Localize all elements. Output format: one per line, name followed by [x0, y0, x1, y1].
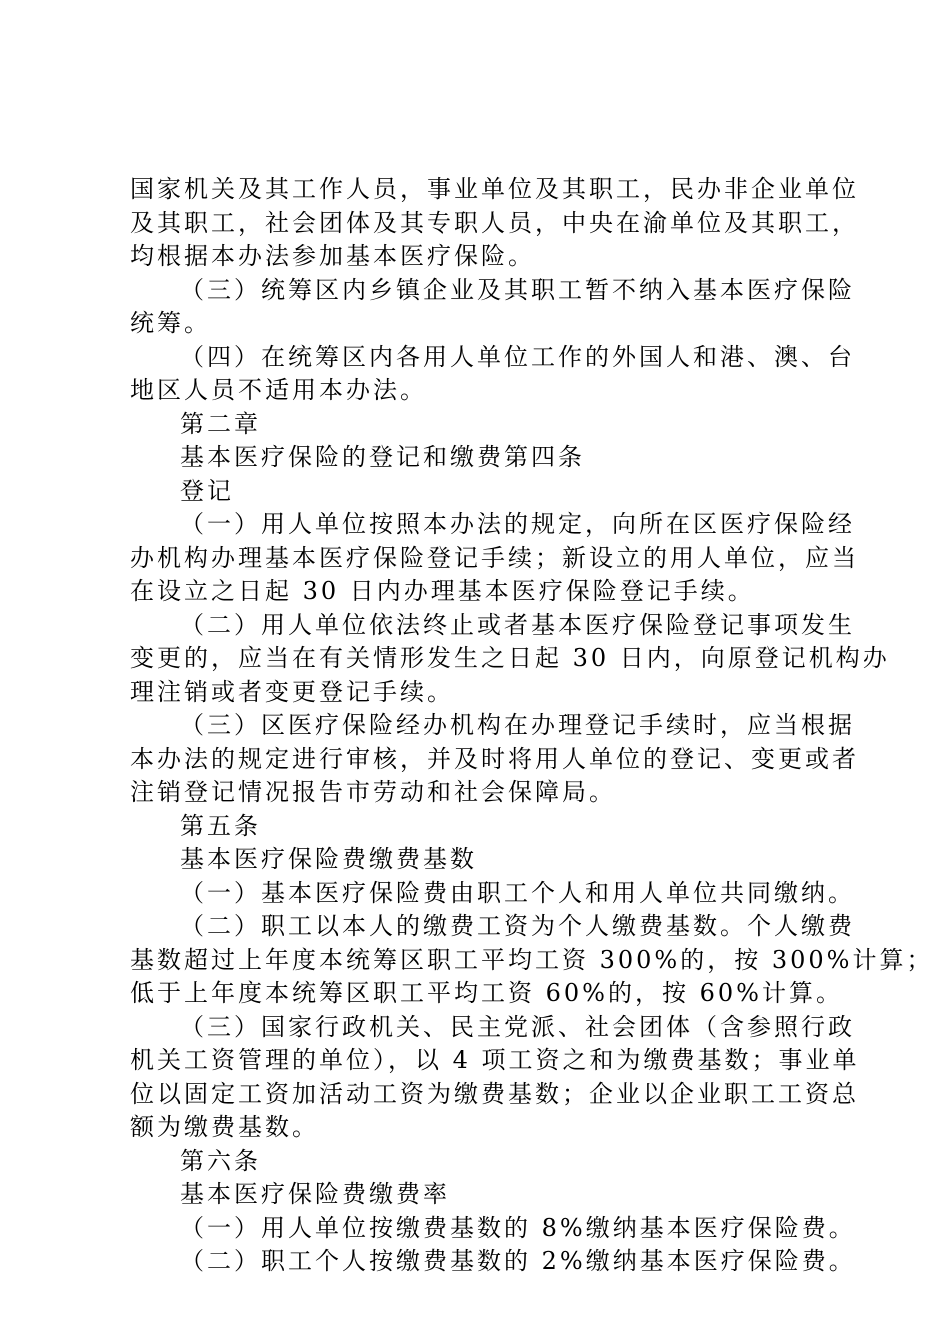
paragraph-line: 注销登记情况报告市劳动和社会保障局。 — [130, 778, 616, 806]
paragraph-line: 国家机关及其工作人员，事业单位及其职工，民办非企业单位 — [130, 175, 859, 203]
paragraph-line: （三）区医疗保险经办机构在办理登记手续时，应当根据 — [180, 711, 855, 739]
paragraph-line: （三）国家行政机关、民主党派、社会团体（含参照行政 — [180, 1012, 855, 1041]
paragraph-line: 本办法的规定进行审核，并及时将用人单位的登记、变更或者 — [130, 744, 859, 773]
paragraph-line: 位以固定工资加活动工资为缴费基数；企业以企业职工工资总 — [130, 1079, 859, 1108]
paragraph-line: 统筹。 — [130, 309, 211, 337]
paragraph-line: 及其职工，社会团体及其专职人员，中央在渝单位及其职工， — [130, 208, 859, 237]
section-heading: 基本医疗保险费缴费率 — [180, 1180, 450, 1208]
section-heading: 基本医疗保险费缴费基数 — [180, 845, 477, 873]
paragraph-line: 机关工资管理的单位），以 4 项工资之和为缴费基数；事业单 — [130, 1046, 860, 1074]
paragraph-line: （二）职工以本人的缴费工资为个人缴费基数。个人缴费 — [180, 912, 855, 940]
paragraph-line: 额为缴费基数。 — [130, 1113, 319, 1141]
paragraph-line: 基数超过上年度本统筹区职工平均工资 300%的，按 300%计算； — [130, 945, 934, 974]
paragraph-line: 均根据本办法参加基本医疗保险。 — [130, 242, 535, 270]
paragraph-line: （三）统筹区内乡镇企业及其职工暂不纳入基本医疗保险 — [180, 275, 855, 304]
paragraph-line: 理注销或者变更登记手续。 — [130, 677, 454, 706]
paragraph-line: 地区人员不适用本办法。 — [130, 376, 427, 404]
paragraph-line: 在设立之日起 30 日内办理基本医疗保险登记手续。 — [130, 577, 755, 605]
paragraph-line: （一）基本医疗保险费由职工个人和用人单位共同缴纳。 — [180, 878, 855, 907]
paragraph-line: 低于上年度本统筹区职工平均工资 60%的，按 60%计算。 — [130, 979, 843, 1007]
paragraph-line: （一）用人单位按缴费基数的 8%缴纳基本医疗保险费。 — [180, 1213, 856, 1242]
paragraph-line: 变更的，应当在有关情形发生之日起 30 日内，向原登记机构办 — [130, 644, 890, 672]
paragraph-line: （二）职工个人按缴费基数的 2%缴纳基本医疗保险费。 — [180, 1247, 856, 1275]
paragraph-line: （一）用人单位按照本办法的规定，向所在区医疗保险经 — [180, 510, 855, 538]
article-heading: 第五条 — [180, 811, 261, 840]
document-body — [130, 173, 934, 1279]
article-heading: 第六条 — [180, 1146, 261, 1175]
paragraph-line: 办机构办理基本医疗保险登记手续；新设立的用人单位，应当 — [130, 543, 859, 572]
paragraph-line: （四）在统筹区内各用人单位工作的外国人和港、澳、台 — [180, 342, 855, 371]
section-heading: 登记 — [180, 476, 234, 505]
chapter-heading: 第二章 — [180, 409, 261, 438]
paragraph-line: （二）用人单位依法终止或者基本医疗保险登记事项发生 — [180, 610, 855, 639]
section-heading: 基本医疗保险的登记和缴费第四条 — [180, 443, 585, 471]
